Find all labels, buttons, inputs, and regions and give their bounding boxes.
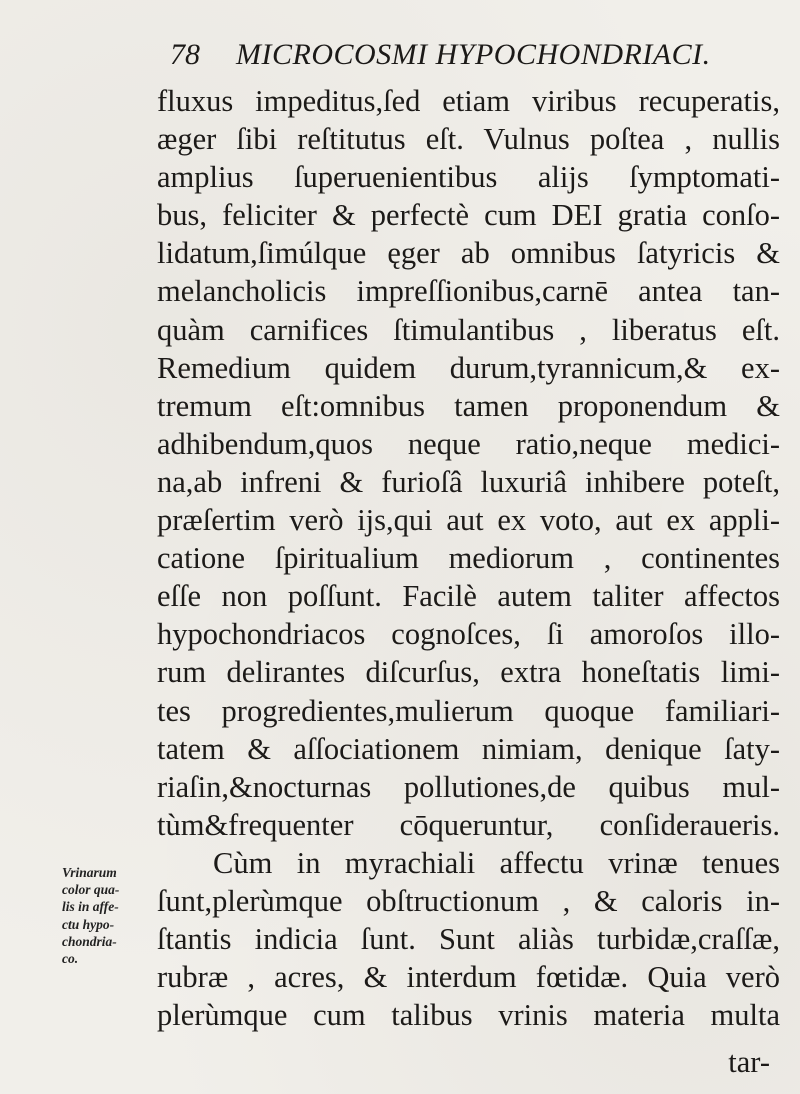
text-line: tatem & aſſociationem nimiam, denique ſaty- (157, 731, 780, 766)
text-line: tremum eſt:omnibus tamen proponendum & (157, 388, 780, 423)
text-line: amplius ſuperuenientibus alijs ſymptomati- (157, 160, 780, 195)
text-line: hypochondriacos cognoſces, ſi amoroſos illo- (157, 617, 780, 652)
text-line: æger ſibi reſtitutus eſt. Vulnus poſtea , nullis (157, 122, 780, 157)
margin-note-line: lis in affe- (62, 899, 119, 915)
margin-note-line: color qua- (62, 882, 120, 898)
text-line: plerùmque cum talibus vrinis materia multa (157, 998, 780, 1033)
text-line: tes progredientes,mulierum quoque familiari- (157, 693, 780, 728)
margin-note (62, 864, 157, 967)
page-header (164, 34, 774, 84)
text-line: bus, feliciter & perfectè cum DEI gratia conſo- (157, 198, 780, 233)
text-line: rubræ , acres, & interdum fœtidæ. Quia verò (157, 960, 780, 995)
margin-note-line: chondria- (62, 933, 117, 949)
text-line: rum delirantes diſcurſus, extra honeſtatis limi- (157, 655, 780, 690)
margin-note-line: Vrinarum (62, 865, 117, 880)
text-line: Cùm in myrachiali affectu vrinæ tenues (213, 845, 780, 880)
text-line: fluxus impeditus,ſed etiam viribus recuperatis, (157, 84, 780, 118)
text-line: eſſe non poſſunt. Facilè autem taliter affectos (157, 579, 780, 614)
text-line: catione ſpiritualium mediorum , continentes (157, 541, 780, 576)
catchword: tar- (728, 1045, 770, 1079)
margin-note-line: co. (62, 951, 79, 967)
text-line: adhibendum,quos neque ratio,neque medici- (157, 426, 780, 461)
text-line: ſtantis indicia ſunt. Sunt aliàs turbidæ,craſſæ, (157, 922, 780, 957)
body-text (157, 82, 780, 1034)
margin-note-line: ctu hypo- (62, 916, 115, 932)
text-line: præſertim verò ijs,qui aut ex voto, aut ex appli- (157, 503, 780, 538)
text-line: tùm&frequenter cōqueruntur, conſideraueris. (157, 807, 780, 842)
text-line: melancholicis impreſſionibus,carnē antea tan- (157, 274, 780, 309)
text-line: Remedium quidem durum,tyrannicum,& ex- (157, 350, 780, 385)
text-line: riaſin,&nocturnas pollutiones,de quibus mul- (157, 769, 780, 804)
text-line: na,ab infreni & furioſâ luxuriâ inhibere poteſt, (157, 464, 780, 499)
text-line: ſunt,plerùmque obſtructionum , & caloris in- (157, 883, 780, 918)
page-number: 78 (170, 38, 200, 71)
text-line: quàm carnifices ſtimulantibus , liberatus eſt. (157, 312, 780, 347)
text-line: lidatum,ſimúlque ęger ab omnibus ſatyricis & (157, 236, 780, 271)
running-title: MICROCOSMI HYPOCHONDRIACI. (236, 38, 711, 71)
